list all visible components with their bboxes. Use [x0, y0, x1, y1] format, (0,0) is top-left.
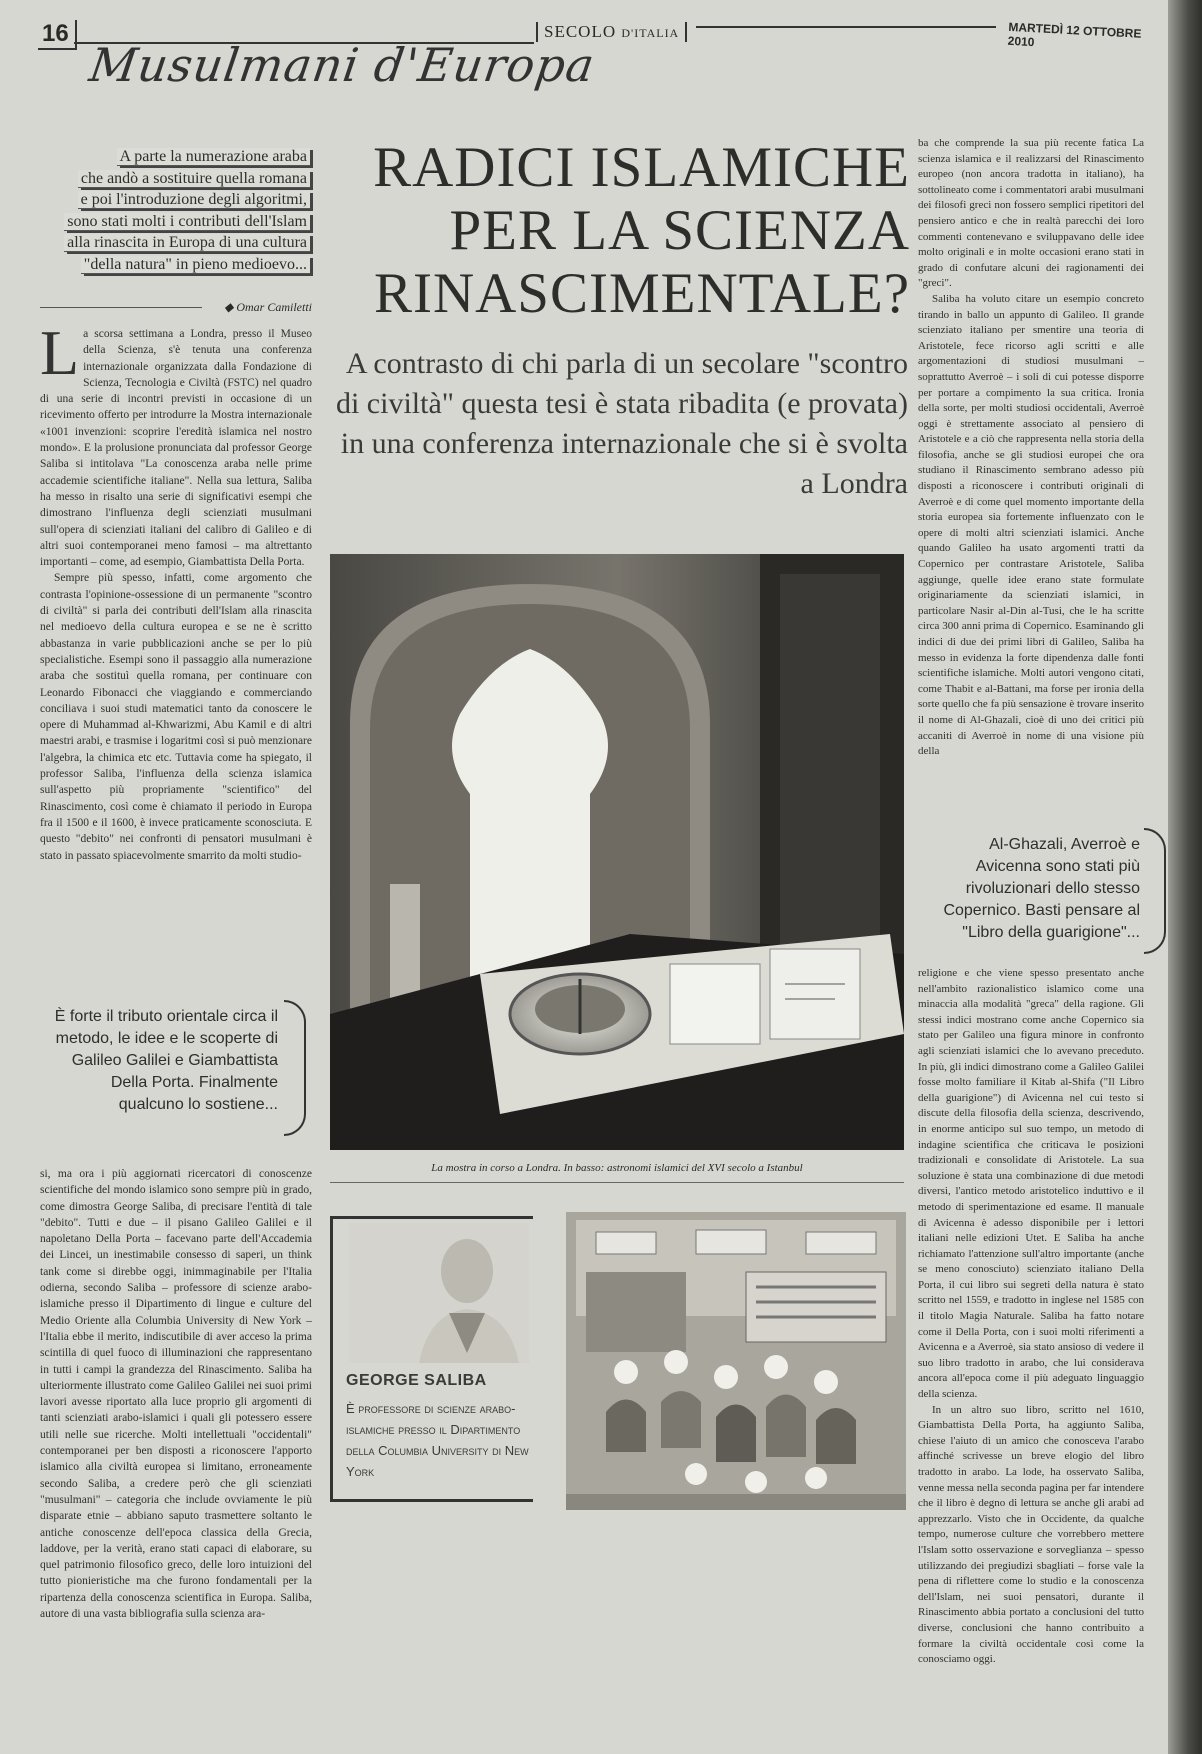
- intro-line: alla rinascita in Europa di una cultura: [64, 234, 310, 252]
- miniature-graphic: [566, 1212, 906, 1510]
- publication-suffix: D'ITALIA: [621, 26, 680, 40]
- subheadline: A contrasto di chi parla di un secolare "scontro di civiltà" questa tesi è stata ribadita (e provata) in una conferenza internazionale che si è svolta a Londra: [335, 347, 908, 500]
- page-number: 16: [38, 20, 77, 50]
- article-paragraph: Sempre più spesso, infatti, come argomento che contrasta l'opinione-ossessione di un permanente "scontro di civiltà" si parla dei contributi dell'Islam alla rinascita nel medioevo della cultura europea e se ne è scritto abbastanza in varie pubblicazioni anche se per lo più specialistiche. Esempi sono il passaggio alla numerazione araba che sostituì quella romana, per continuare con Leonardo Fibonacci che viaggiando e commerciando conciliava i suoi studi matematici tanto da conoscere le opere di Muhammad al-Khwarizmi, Abu Kamil e di altri maestri arabi, e trasmise i logaritmi così si può menzionare l'algebra, la chimica etc etc. Tuttavia come ha spiegato, il professor Saliba, l'influenza della scienza islamica sull'aspetto più propriamente "scientifico" del Rinascimento, così come è chiamato il periodo in Europa fra il 1500 e il 1600, è invece praticamente sconosciuta. E questo "debito" nei confronti di pensatori musulmani è stato in passato spiacevolmente smarrito da molti studio-: [40, 572, 312, 862]
- drop-cap: L: [40, 326, 80, 388]
- article-paragraph: si, ma ora i più aggiornati ricercatori di conoscenze scientifiche del mondo islamico sono sempre più in grado, come dimostra George Saliba, di precisare l'entità di tale "debito". Tutti e due – il pisano Galileo Galilei e il napoletano Della Porta – facevano parte dell'Accademia dei Lincei, un inestimabile consesso di saperi, un think tank come si direbbe oggi, inimmaginabile per l'Italia odierna, secondo Saliba – professore di scienze arabo-islamiche presso il Dipartimento di lingue e culture del Medio Oriente alla Columbia University di New York – l'Italia ebbe il merito, indiscutibile di aver acceso la prima scintilla di quel fuoco di illuminazioni che rappresentano in tutti i campi la grandezza del Rinascimento. Saliba ha ulteriormente illustrato come Galileo Galilei nei suoi primi lavori avesse riportato alla luce proprio gli argomenti di tanti scienziati arabo-islamici i quali gli potessero essere utili nelle sue ricerche. Molti intellettuali "occidentali" contemporanei per ben disposti a riconoscere l'apporto islamico alla civiltà europea si limitano, erroneamente secondo Saliba, a credere però che gli scienziati "musulmani" – categoria che include ovviamente le più disparate etnie – abbiano saputo trasmettere soltanto le antiche conoscenze dell'epoca classica della Grecia, laddove, per la verità, erano stati capaci di elaborare, su quel patrimonio filosofico greco, delle loro intuizioni del tutto pionieristiche ma che furono fondamentali per la ripartenza della conoscenza scientifica in Europa. Saliba, autore di una vasta bibliografia sulla scienza ara-: [40, 1168, 312, 1621]
- article-column-3-bottom: [918, 966, 1144, 1726]
- article-column-3-top: [918, 136, 1144, 776]
- ottoman-astronomers-miniature: [566, 1212, 906, 1510]
- article-paragraph: religione e che viene spesso presentato anche nell'ambito razionalistico islamico come una minaccia alla modalità "greca" della ragione. Gli stessi indici mostrano come anche Copernico sia stato per Galileo una figura minore in confronto agli scienziati islamici che lo avevano preceduto. In più, gli indici dimostrano come a Galileo Galilei fosse molto familiare il Kitab al-Shifa ("Il Libro della guarigione") di Avicenna nel cui testo si discute della filosofia della scienza, descrivendo, in enorme anticipo sul suo tempo, un metodo di indagine scientifica che criticava le posizioni tradizionali e consolidate di Aristotele. La sua soluzione è stata una combinazione di due metodi diversi, l'antico metodo aristotelico induttivo e il metodo di sperimentazione ed esame. Il manuale di Avicenna è adesso disponibile per i lettori italiani nelle edizioni Utet. E Saliba ha anche richiamato l'attenzione sull'altro importante (anche se meno conosciuto) scienziato italiano Della Porta, il cui libro sui segreti della natura è stato scritto nel 1559, e tradotto in inglese nel 1585 con il titolo Magia Naturale. Saliba ha fatto notare come il Della Porta, con i suoi molti riferimenti a Avicenna e a Averroè, sia stato ansioso di vedere il suo libro tradotto in arabo, che lui considerava ancora all'epoca come il più adeguato linguaggio della scienza.: [918, 967, 1144, 1401]
- article-column-1-top: [40, 326, 312, 972]
- quote-bracket: [284, 1000, 306, 1136]
- article-paragraph: [40, 326, 312, 570]
- intro-line: che andò a sostituire quella romana: [78, 170, 310, 188]
- publication-title: SECOLO: [544, 22, 617, 41]
- photo-caption: La mostra in corso a Londra. In basso: astronomi islamici del XVI secolo a Istanbul: [330, 1162, 904, 1174]
- pull-quote-text: È forte il tributo orientale circa il metodo, le idee e le scoperte di Galileo Galilei e Giambattista Della Porta. Finalmente qualcuno lo sostiene...: [54, 1008, 278, 1113]
- article-paragraph: Saliba ha voluto citare un esempio concreto tirando in ballo un appunto di Galileo. Il grande scienziato italiano per smentire una teoria di Aristotele, fece ricorso agli scritti e alle argomentazioni di studiosi musulmani – soprattutto Averroè – i soli di cui potesse disporre per portare a compimento la sua critica. Ironia della sorte, per molti studiosi occidentali, Averroè oggi è strettamente associato al pensiero di Aristotele e a ciò che rappresenta nella storia della filosofia, anche se gli studiosi europei che ora studiano il Rinascimento sembrano adesso più disposti a riconoscere i contributi originali di Averroè e di come quel momento importante della storia europea sia fortemente influenzato con le opere di molti altri scienziati islamici. Anche quando Galileo ha usato argomenti tratti da Copernico per contrastare Aristotele, Saliba aggiunge, quelle idee erano state formulate originariamente da scienziati islamici, in particolare Nasir al-Din al-Tusi, che le ha scritte circa 300 anni prima di Copernico. Esaminando gli indici di due dei primi libri di Galileo, Saliba ha messo in evidenza la forte dipendenza dalle fonti scientifiche islamiche. Molti autori vengono citati, come Thabit e al-Battani, ma forse per ironia della sorte quello che fa più sensazione è trovare inserito il nome di Al-Ghazali, cioè di uno dei critici più accaniti di Averroè in nome di una visione più della: [918, 292, 1144, 758]
- intro-line: A parte la numerazione araba: [117, 148, 310, 166]
- issue-date: MARTEDÌ 12 OTTOBRE 2010: [1007, 19, 1142, 50]
- profile-name: GEORGE SALIBA: [346, 1372, 487, 1389]
- pull-quote-right: [922, 834, 1140, 944]
- article-paragraph: ba che comprende la sua più recente fatica La scienza islamica e il realizzarsi del Rinascimento europeo (non ancora tradotta in italiano), ha sottolineato come i commentatori arabi musulmani dei filosofi greci non fossero semplici ripetitori del pensiero antico e che in realtà parecchi dei loro commenti contenevano e sviluppavano delle idee molto originali e in molte occasioni erano stati in grado di confutare alcuni dei ragionamenti dei "greci".: [918, 137, 1144, 290]
- article-paragraph: In un altro suo libro, scritto nel 1610, Giambattista Della Porta, ha aggiunto Saliba, chiese l'aiuto di un amico che conosceva l'arabo affinché scrivesse un breve elogio del libro tradotto in arabo. La lode, ha osservato Saliba, venne messa nella seconda pagina per far intendere che il libro è degno di lettura se anche gli arabi ad apprezzarlo. Visto che in Occidente, da qualche tempo, numerose culture che vorrebbero mettere l'Islam sotto osservazione e sorveglianza – spesso utilizzando dei pregiudizi sbagliati – forse vale la pena di riflettere come lo studio e la conoscenza dell'Islam, nei suoi pensatori, durante il Rinascimento abbia portato a conclusioni del tutto diverse, conclusioni che hanno contribuito a formare la civiltà occidentale così come la conosciamo oggi.: [918, 1403, 1144, 1666]
- exhibition-photo: [330, 554, 904, 1150]
- intro-blurb: [40, 146, 310, 275]
- paragraph-text: a scorsa settimana a Londra, presso il Museo della Scienza, s'è tenuta una conferenza internazionale organizzata dalla Fondazione di Scienza, Tecnologia e Civiltà (FSTC) nel quadro di una serie di incontri previsti in occasione di un ricevimento offerto per introdurre la Mostra internazionale «1001 invenzioni: scoprire l'eredità islamica nel nostro mondo». E la prolusione pronunciata dal professor George Saliba si intitolava "La conoscenza araba nelle prime accademie scientifiche italiane". Nella sua lettura, Saliba ha messo in risalto una serie di significativi esempi che dimostrano l'influenza degli scienziati musulmani sull'opera di scienziati italiani del calibro di Galileo e di altri suoi contemporanei meno famosi – ma altrettanto importanti – come, ad esempio, Giambattista Della Porta.: [40, 328, 312, 569]
- author-name: Omar Camiletti: [236, 300, 312, 314]
- intro-line: "della natura" in pieno medioevo...: [81, 256, 310, 274]
- section-title: Musulmani d'Europa: [86, 38, 599, 92]
- exhibition-photo-graphic: [330, 554, 904, 1150]
- intro-line: sono stati molti i contributi dell'Islam: [64, 213, 310, 231]
- pull-quote-left: [52, 1006, 278, 1116]
- header-rule-right: [696, 26, 996, 28]
- intro-line: e poi l'introduzione degli algoritmi,: [78, 191, 310, 209]
- profile-description: È professore di scienze arabo-islamiche presso il Dipartimento della Columbia University di New York: [346, 1401, 529, 1479]
- article-column-1-bottom: [40, 1166, 312, 1726]
- pull-quote-text: Al-Ghazali, Averroè e Avicenna sono stati più rivoluzionari dello stesso Copernico. Basti pensare al "Libro della guarigione"...: [943, 836, 1140, 941]
- quote-bracket: [1144, 828, 1166, 954]
- headline: RADICI ISLAMICHE PER LA SCIENZA RINASCIMENTALE?: [373, 136, 910, 325]
- page-spine-shadow: [1168, 0, 1202, 1754]
- byline: ◆ Omar Camiletti: [40, 300, 312, 315]
- portrait-george-saliba: [349, 1223, 529, 1363]
